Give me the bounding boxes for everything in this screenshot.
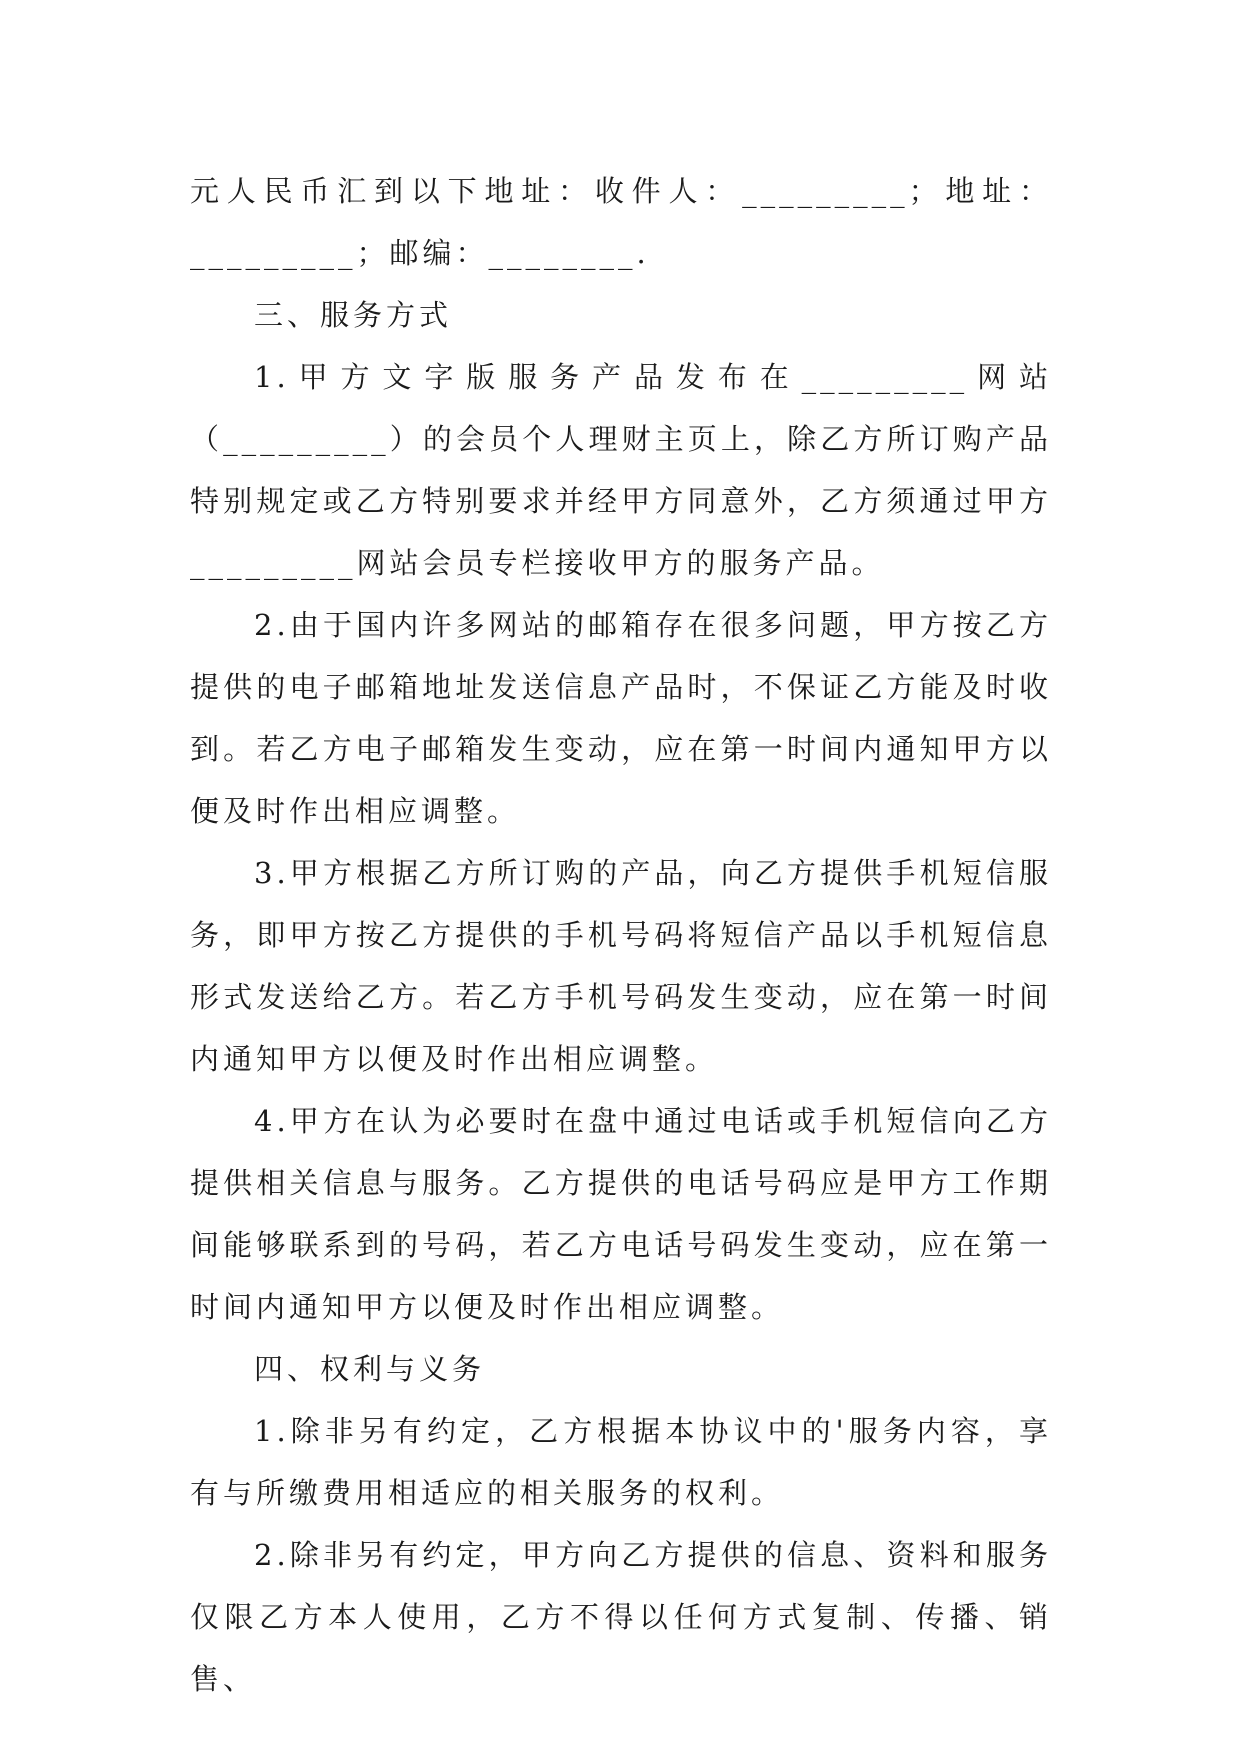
paragraph-service-1: 1.甲方文字版服务产品发布在_________网站（_________）的会员个人理财主页上，除乙方所订购产品特别规定或乙方特别要求并经甲方同意外，乙方须通过甲方_________网站会员专栏接收甲方的服务产品。	[190, 360, 1052, 580]
section-heading-service-method: 三、服务方式	[254, 298, 453, 332]
paragraph-address: 元人民币汇到以下地址：收件人：_________；地址：_________；邮编：________.	[190, 174, 1052, 270]
paragraph-service-3: 3.甲方根据乙方所订购的产品，向乙方提供手机短信服务，即甲方按乙方提供的手机号码将短信产品以手机短信息形式发送给乙方。若乙方手机号码发生变动，应在第一时间内通知甲方以便及时作出相应调整。	[190, 856, 1052, 1076]
paragraph-rights-1: 1.除非另有约定，乙方根据本协议中的'服务内容，享有与所缴费用相适应的相关服务的权利。	[190, 1414, 1052, 1510]
section-heading-rights-obligations: 四、权利与义务	[254, 1352, 486, 1386]
document-body	[190, 160, 1052, 1710]
paragraph-service-2: 2.由于国内许多网站的邮箱存在很多问题，甲方按乙方提供的电子邮箱地址发送信息产品时，不保证乙方能及时收到。若乙方电子邮箱发生变动，应在第一时间内通知甲方以便及时作出相应调整。	[190, 608, 1052, 828]
paragraph-rights-2: 2.除非另有约定，甲方向乙方提供的信息、资料和服务仅限乙方本人使用，乙方不得以任何方式复制、传播、销售、	[190, 1538, 1052, 1696]
paragraph-service-4: 4.甲方在认为必要时在盘中通过电话或手机短信向乙方提供相关信息与服务。乙方提供的电话号码应是甲方工作期间能够联系到的号码，若乙方电话号码发生变动，应在第一时间内通知甲方以便及时作出相应调整。	[190, 1104, 1052, 1324]
